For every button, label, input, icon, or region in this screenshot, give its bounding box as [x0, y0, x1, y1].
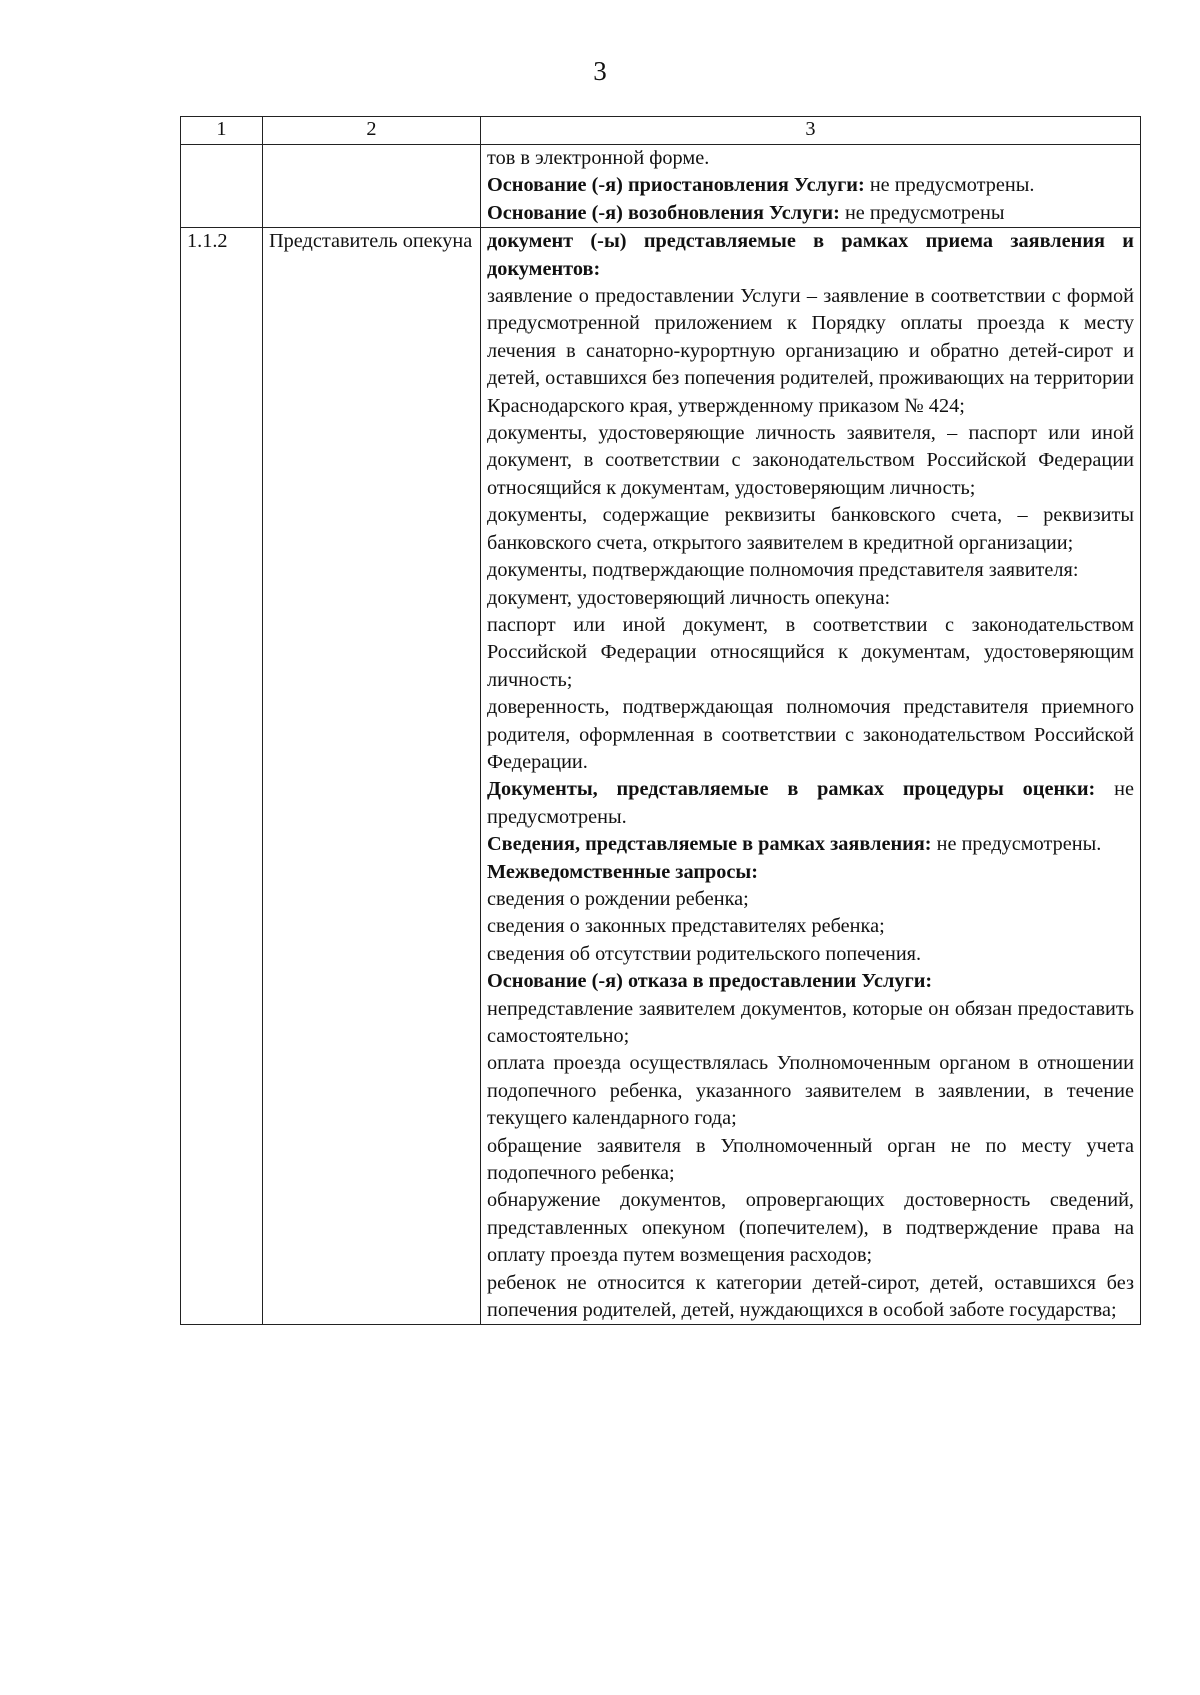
- paragraph-bold-label: Основание (-я) отказа в предоставлении Услуги:: [487, 970, 933, 993]
- header-col-1: 1: [181, 117, 263, 145]
- content-paragraph: [487, 612, 1134, 694]
- page-number: 3: [593, 56, 607, 86]
- paragraph-text: документы, удостоверяющие личность заявителя, – паспорт или иной документ, в соответствии с законодательством Российской Федерации относящийся к документам, удостоверяющим личность;: [487, 422, 1134, 499]
- paragraph-text: сведения о рождении ребенка;: [487, 887, 749, 910]
- row-number-cell: 1.1.2: [181, 228, 263, 1325]
- content-paragraph: [487, 502, 1134, 557]
- paragraph-text: оплата проезда осуществлялась Уполномоченным органом в отношении подопечного ребенка, указанного заявителем в заявлении, в течение текущего календарного года;: [487, 1052, 1134, 1130]
- header-col-2: 2: [263, 117, 481, 145]
- paragraph-text: доверенность, подтверждающая полномочия представителя приемного родителя, оформленная в соответствии с законодательством Российской Федерации.: [487, 696, 1134, 773]
- content-paragraph: [487, 996, 1134, 1051]
- content-paragraph: [487, 1270, 1134, 1325]
- paragraph-bold-label: Основание (-я) возобновления Услуги:: [487, 201, 840, 224]
- row-number-cell: [181, 145, 263, 228]
- paragraph-text: ребенок не относится к категории детей-сирот, детей, оставшихся без попечения родителей, детей, нуждающихся в особой заботе государства;: [487, 1271, 1134, 1322]
- content-paragraph: [487, 228, 1134, 283]
- content-paragraph: [487, 200, 1134, 227]
- content-paragraph: [487, 585, 1134, 612]
- table-header-row: [181, 117, 1141, 145]
- paragraph-text: обращение заявителя в Уполномоченный орган не по месту учета подопечного ребенка;: [487, 1134, 1134, 1185]
- paragraph-text: документы, подтверждающие полномочия представителя заявителя:: [487, 559, 1079, 582]
- paragraph-text: заявление о предоставлении Услуги – заявление в соответствии с формой предусмотренной приложением к Порядку оплаты проезда к месту лечения в санаторно-курортную организацию и обратно детей-сирот и детей, оставшихся без попечения родителей, проживающих на территории Краснодарского края, утвержденному приказом № 424;: [487, 285, 1134, 417]
- paragraph-text: сведения об отсутствии родительского попечения.: [487, 942, 922, 965]
- row-category-cell: Представитель опекуна: [263, 228, 481, 1325]
- content-lines: [487, 228, 1134, 1324]
- content-paragraph: [487, 913, 1134, 940]
- row-content-cell: [481, 145, 1141, 228]
- content-paragraph: [487, 1133, 1134, 1188]
- content-paragraph: [487, 557, 1134, 584]
- content-paragraph: [487, 1050, 1134, 1132]
- table-row-representative: [181, 228, 1141, 1325]
- content-paragraph: [487, 172, 1134, 199]
- content-paragraph: [487, 420, 1134, 502]
- paragraph-text: документы, содержащие реквизиты банковского счета, – реквизиты банковского счета, открытого заявителем в кредитной организации;: [487, 504, 1134, 554]
- row-content-cell: [481, 228, 1141, 1325]
- content-paragraph: [487, 886, 1134, 913]
- paragraph-text: не предусмотрены.: [487, 778, 1134, 828]
- content-paragraph: [487, 145, 1134, 172]
- content-paragraph: [487, 968, 1134, 995]
- content-lines: [487, 145, 1134, 227]
- paragraph-bold-label: Основание (-я) приостановления Услуги:: [487, 174, 865, 197]
- paragraph-bold-label: документ (-ы) представляемые в рамках приема заявления и документов:: [487, 230, 1134, 280]
- table-row-continuation: [181, 145, 1141, 228]
- paragraph-text: обнаружение документов, опровергающих достоверность сведений, представленных опекуном (попечителем), в подтверждение права на оплату проезда путем возмещения расходов;: [487, 1189, 1134, 1267]
- paragraph-bold-label: Документы, представляемые в рамках процедуры оценки:: [487, 778, 1096, 801]
- paragraph-text: тов в электронной форме.: [487, 147, 710, 169]
- paragraph-text: сведения о законных представителях ребенка;: [487, 915, 885, 938]
- paragraph-bold-label: Сведения, представляемые в рамках заявления:: [487, 833, 932, 856]
- services-table: [180, 116, 1141, 1325]
- content-paragraph: [487, 694, 1134, 776]
- content-paragraph: [487, 1187, 1134, 1269]
- paragraph-text: не предусмотрены.: [864, 174, 1035, 197]
- content-paragraph: [487, 776, 1134, 831]
- paragraph-text: непредставление заявителем документов, которые он обязан предоставить самостоятельно;: [487, 997, 1134, 1047]
- paragraph-text: паспорт или иной документ, в соответствии с законодательством Российской Федерации относящийся к документам, удостоверяющим личность;: [487, 613, 1134, 691]
- content-paragraph: [487, 859, 1134, 886]
- paragraph-text: не предусмотрены: [839, 201, 1005, 224]
- content-paragraph: [487, 941, 1134, 968]
- header-col-3: 3: [481, 117, 1141, 145]
- row-category-cell: [263, 145, 481, 228]
- paragraph-text: документ, удостоверяющий личность опекуна:: [487, 586, 891, 609]
- paragraph-bold-label: Межведомственные запросы:: [487, 860, 759, 883]
- paragraph-text: не предусмотрены.: [931, 833, 1102, 856]
- content-paragraph: [487, 831, 1134, 858]
- content-paragraph: [487, 283, 1134, 420]
